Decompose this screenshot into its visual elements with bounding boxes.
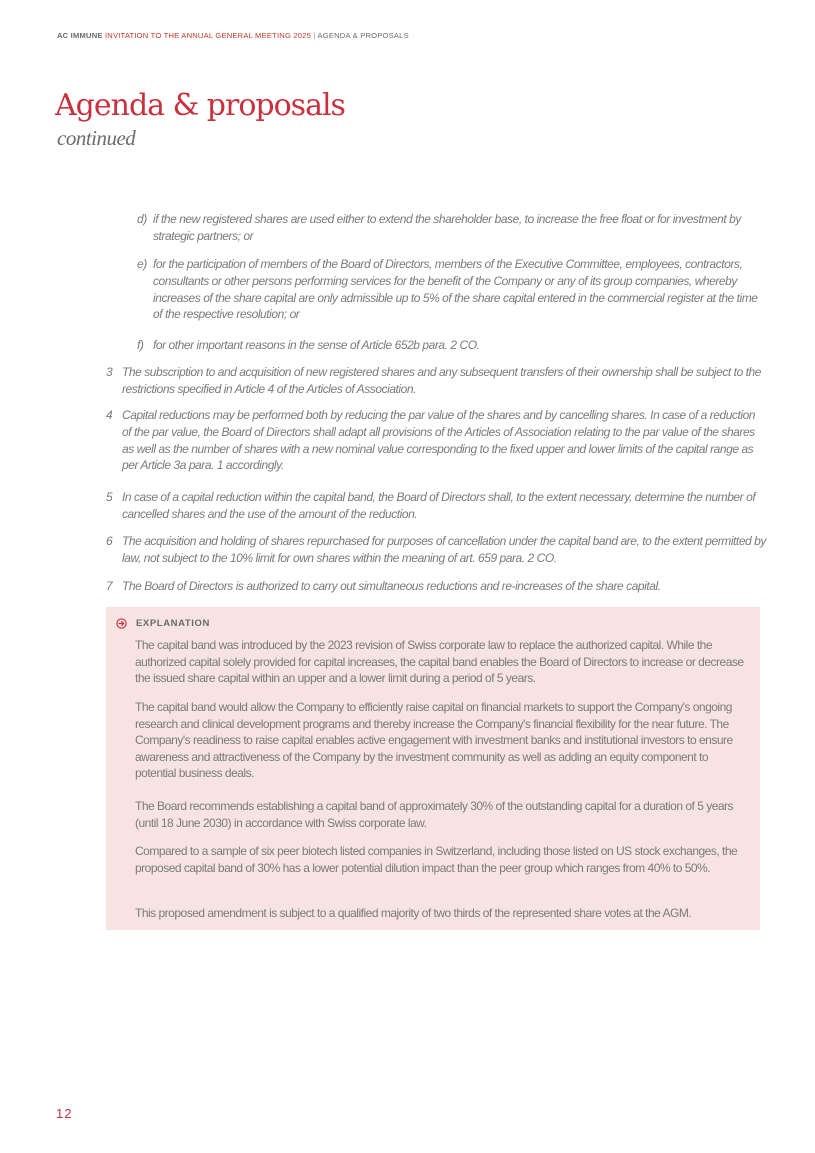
- list-item-3: [106, 364, 766, 398]
- explanation-paragraph: The capital band would allow the Company to efficiently raise capital on financial markets to support the Company's ongoing research and clinical development programs and thereby increase the Company's financial flexibility for the near future. The Company's readiness to raise capital enables active engagement with investment banks and institutional investors to ensure awareness and attractiveness of the Company by the investment community as well as adding an equity component to potential business deals.: [135, 700, 733, 781]
- list-item-7: [106, 578, 766, 595]
- list-item-e: [137, 256, 762, 323]
- list-item-number: 5: [106, 490, 113, 504]
- list-item-f: [137, 337, 762, 354]
- list-item-text: The acquisition and holding of shares repurchased for purposes of cancellation under the capital band are, to the extent permitted by law, not subject to the 10% limit for own shares within the meaning of art. 659 para. 2 CO.: [122, 534, 766, 565]
- explanation-box: [106, 607, 760, 930]
- list-item-text: Capital reductions may be performed both by reducing the par value of the shares and by cancelling shares. In case of a reduction of the par value, the Board of Directors shall adapt all provisions of the Articles of Association relating to the par value of the shares as well as the number of shares with a new nominal value corresponding to the fixed upper and lower limits of the capital range as per Article 3a para. 1 accordingly.: [122, 408, 756, 473]
- explanation-paragraph: The Board recommends establishing a capital band of approximately 30% of the outstanding capital for a duration of 5 years (until 18 June 2030) in accordance with Swiss corporate law.: [135, 799, 734, 830]
- header-company: AC IMMUNE: [57, 31, 103, 40]
- list-item-marker: e): [137, 257, 147, 271]
- list-item-5: [106, 489, 766, 523]
- list-item-number: 4: [106, 408, 113, 422]
- explanation-paragraph: This proposed amendment is subject to a qualified majority of two thirds of the represented share votes at the AGM.: [135, 906, 692, 920]
- page-subtitle: continued: [57, 126, 136, 150]
- list-item-marker: d): [137, 212, 147, 226]
- list-item-number: 3: [106, 365, 113, 379]
- list-item-6: [106, 533, 766, 567]
- list-item-text: The Board of Directors is authorized to carry out simultaneous reductions and re-increases of the share capital.: [122, 579, 661, 593]
- arrow-circle-icon: [116, 618, 127, 629]
- list-item-number: 7: [106, 579, 113, 593]
- list-item-text: if the new registered shares are used either to extend the shareholder base, to increase the free float or for investment by strategic partners; or: [153, 212, 741, 243]
- explanation-paragraph: The capital band was introduced by the 2023 revision of Swiss corporate law to replace the authorized capital. While the authorized capital solely provided for capital increases, the capital band enables the Board of Directors to increase or decrease the issued share capital within an upper and a lower limit during a period of 5 years.: [135, 638, 744, 686]
- page-number: 12: [56, 1106, 73, 1121]
- list-item-text: The subscription to and acquisition of new registered shares and any subsequent transfers of their ownership shall be subject to the restrictions specified in Article 4 of the Articles of Association.: [122, 365, 762, 396]
- running-header: [57, 31, 409, 40]
- explanation-heading: EXPLANATION: [136, 618, 210, 629]
- list-item-4: [106, 407, 766, 474]
- header-document-title: INVITATION TO THE ANNUAL GENERAL MEETING 2025: [104, 31, 312, 40]
- list-item-text: In case of a capital reduction within the capital band, the Board of Directors shall, to the extent necessary, determine the number of cancelled shares and the use of the amount of the reduction.: [122, 490, 756, 521]
- list-item-marker: f): [137, 338, 144, 352]
- list-item-number: 6: [106, 534, 113, 548]
- list-item-text: for the participation of members of the Board of Directors, members of the Executive Committee, employees, contractors, consultants or other persons performing services for the benefit of the Company or any of its group companies, whereby increases of the share capital are only admissible up to 5% of the share capital entered in the commercial register at the time of the respective resolution; or: [153, 257, 758, 322]
- header-separator: |: [313, 31, 316, 40]
- header-section: AGENDA & PROPOSALS: [317, 31, 409, 40]
- explanation-paragraph: Compared to a sample of six peer biotech listed companies in Switzerland, including those listed on US stock exchanges, the proposed capital band of 30% has a lower potential dilution impact than the peer group which ranges from 40% to 50%.: [135, 844, 738, 875]
- list-item-text: for other important reasons in the sense of Article 652b para. 2 CO.: [153, 338, 480, 352]
- page-title: Agenda & proposals: [55, 88, 345, 123]
- list-item-d: [137, 211, 762, 245]
